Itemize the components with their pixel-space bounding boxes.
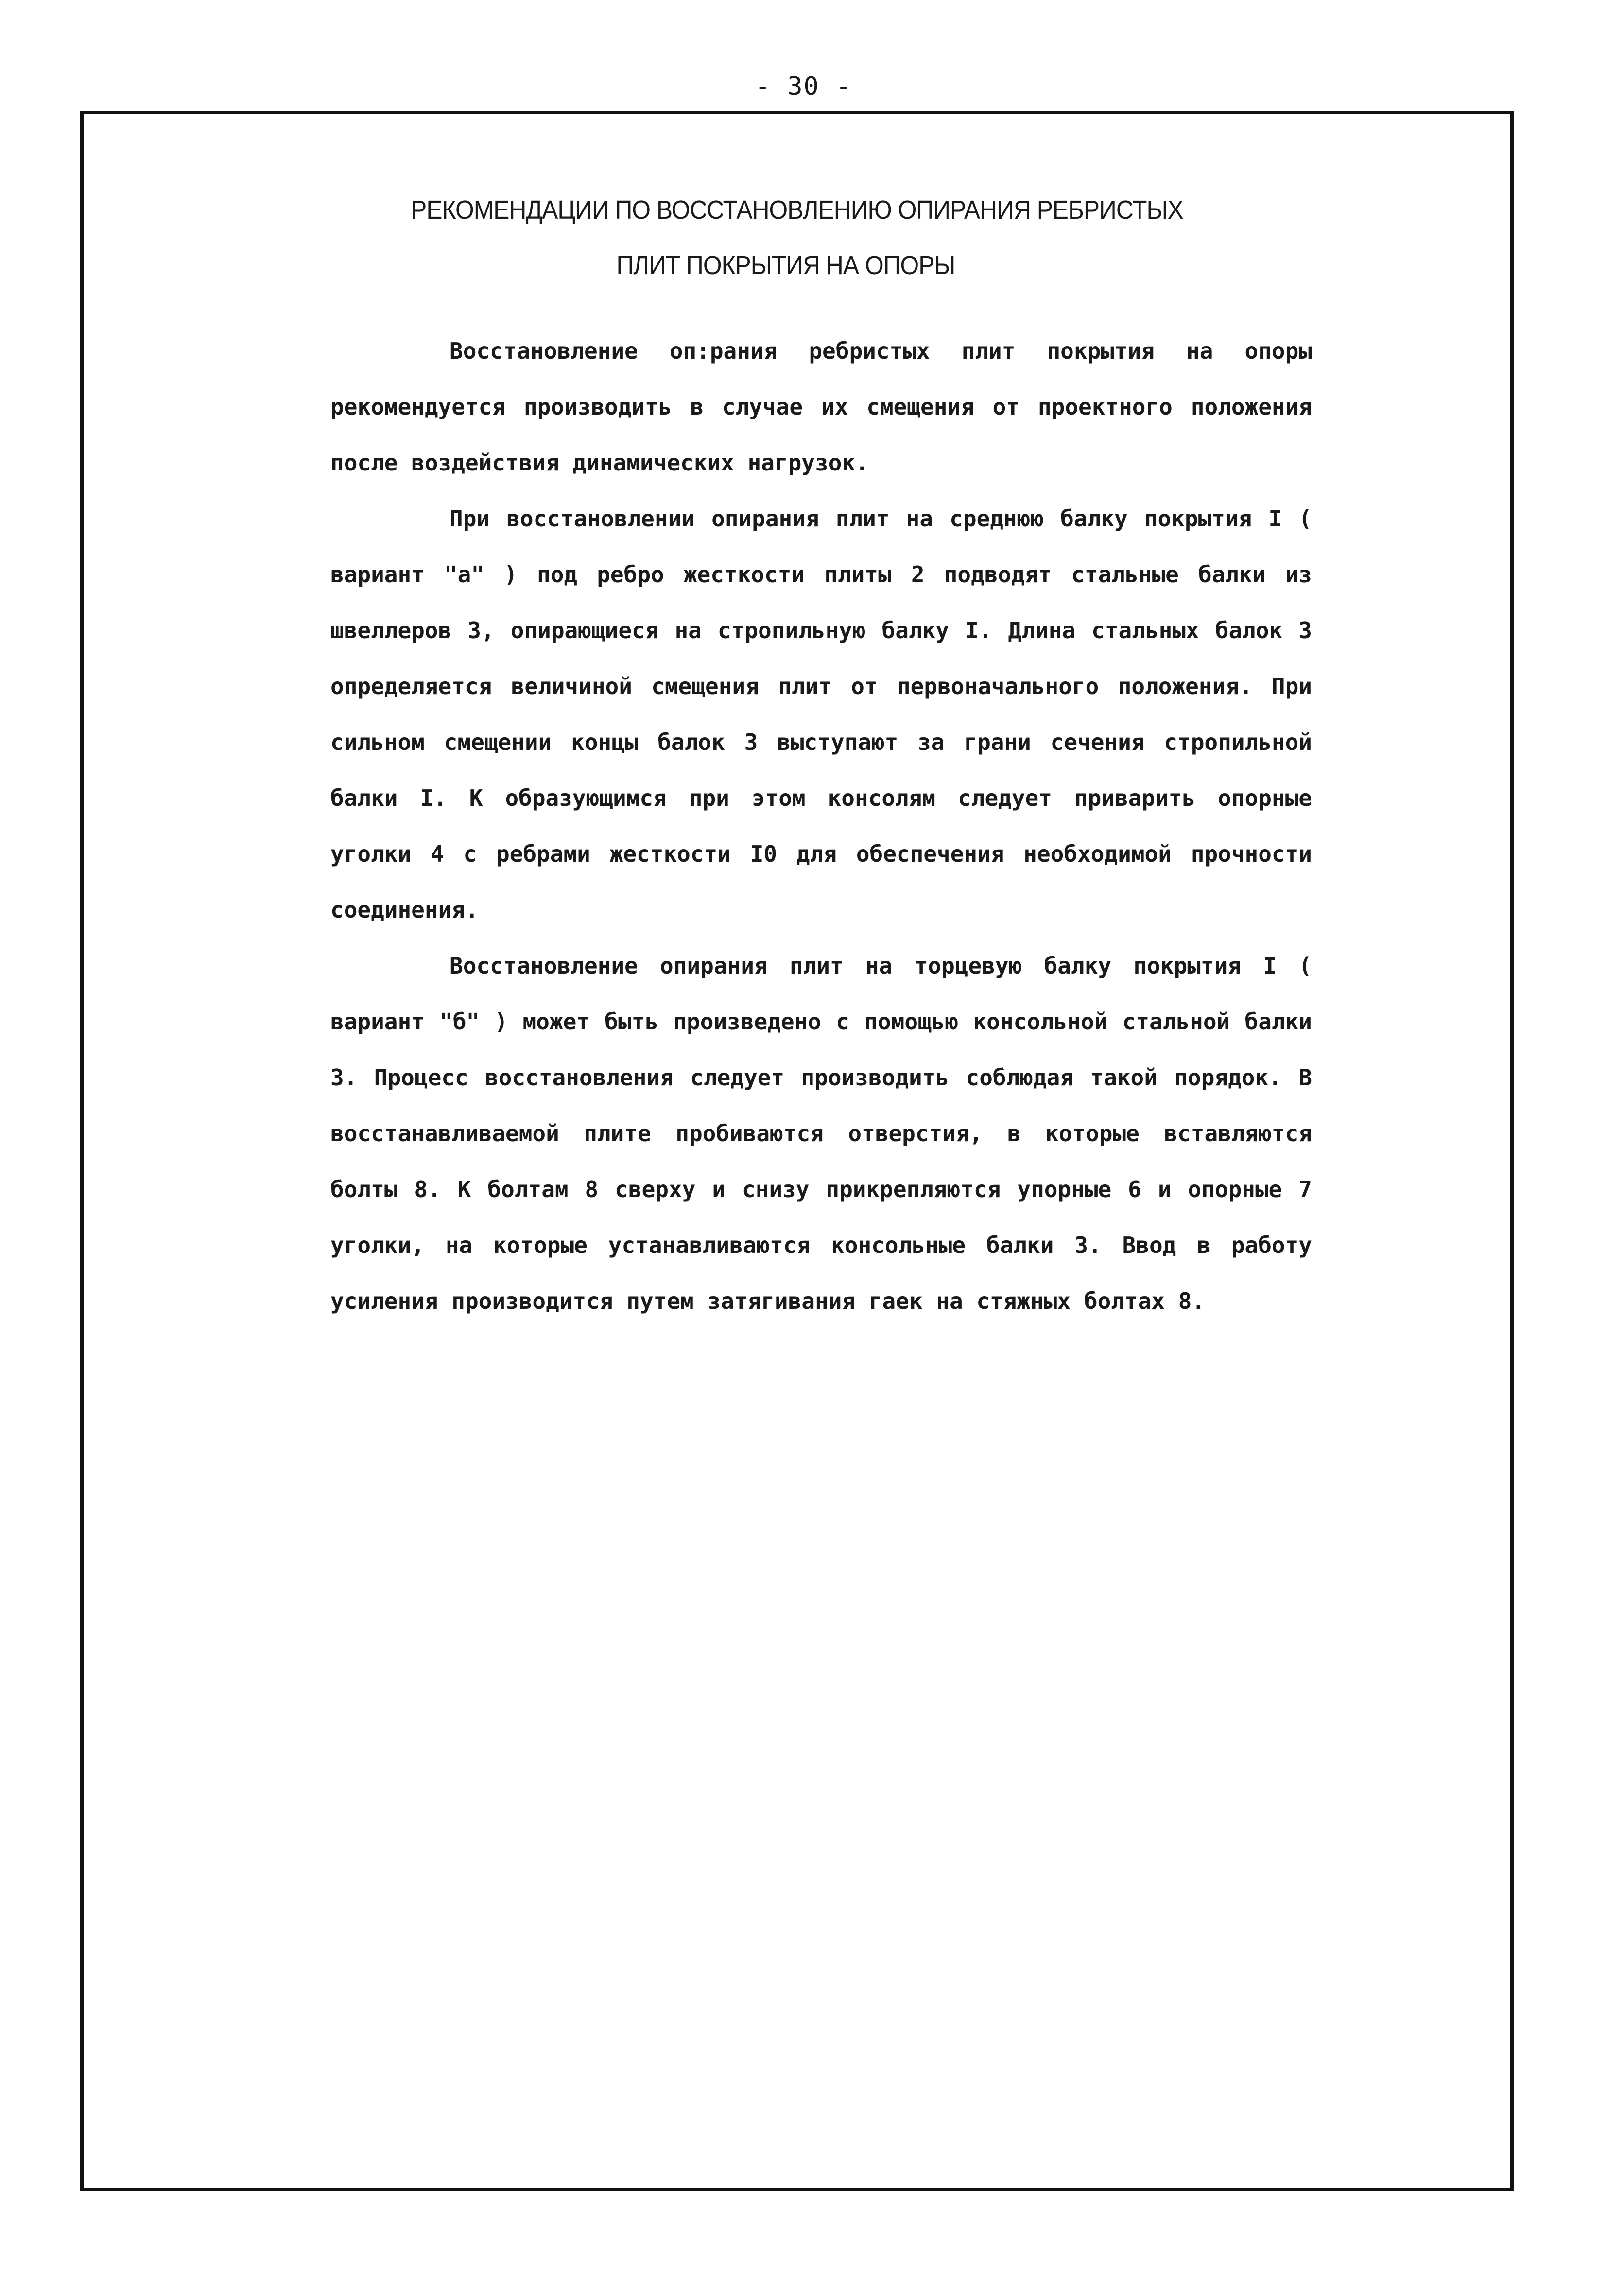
paragraph-3: Восстановление опирания плит на торцевую балку покрытия I ( вариант "б" ) может быть произведено с помощью консольной стальной балки 3. Процесс восстановления следует производить соблюдая такой порядок. В восстанавливаемой плите пробиваются отверстия, в которые вставляются болты 8. К болтам 8 сверху и снизу прикрепляются упорные 6 и опорные 7 уголки, на которые устанавливаются консольные балки 3. Ввод в работу усиления производится путем затягивания гаек на стяжных болтах 8. [330, 953, 1312, 1314]
page-number: - 30 - [755, 72, 852, 101]
heading-line-1: РЕКОМЕНДАЦИИ ПО ВОССТАНОВЛЕНИЮ ОПИРАНИЯ РЕБРИСТЫХ [411, 195, 1183, 225]
paragraph-1: Восстановление оп:рания ребристых плит покрытия на опоры рекомендуется производить в случае их смещения от проектного положения после воздействия динамических нагрузок. [330, 338, 1312, 476]
section-heading [138, 182, 1456, 293]
heading-line-2: ПЛИТ ПОКРЫТИЯ НА ОПОРЫ [616, 251, 955, 280]
paragraph-2: При восстановлении опирания плит на среднюю балку покрытия I ( вариант "а" ) под ребро жесткости плиты 2 подводят стальные балки из швеллеров 3, опирающиеся на стропильную балку I. Длина стальных балок 3 определяется величиной смещения плит от первоначального положения. При сильном смещении концы балок 3 выступают за грани сечения стропильной балки I. К образующимся при этом консолям следует приварить опорные уголки 4 с ребрами жесткости I0 для обеспечения необходимой прочности соединения. [330, 505, 1312, 923]
body-text [330, 323, 1312, 1329]
